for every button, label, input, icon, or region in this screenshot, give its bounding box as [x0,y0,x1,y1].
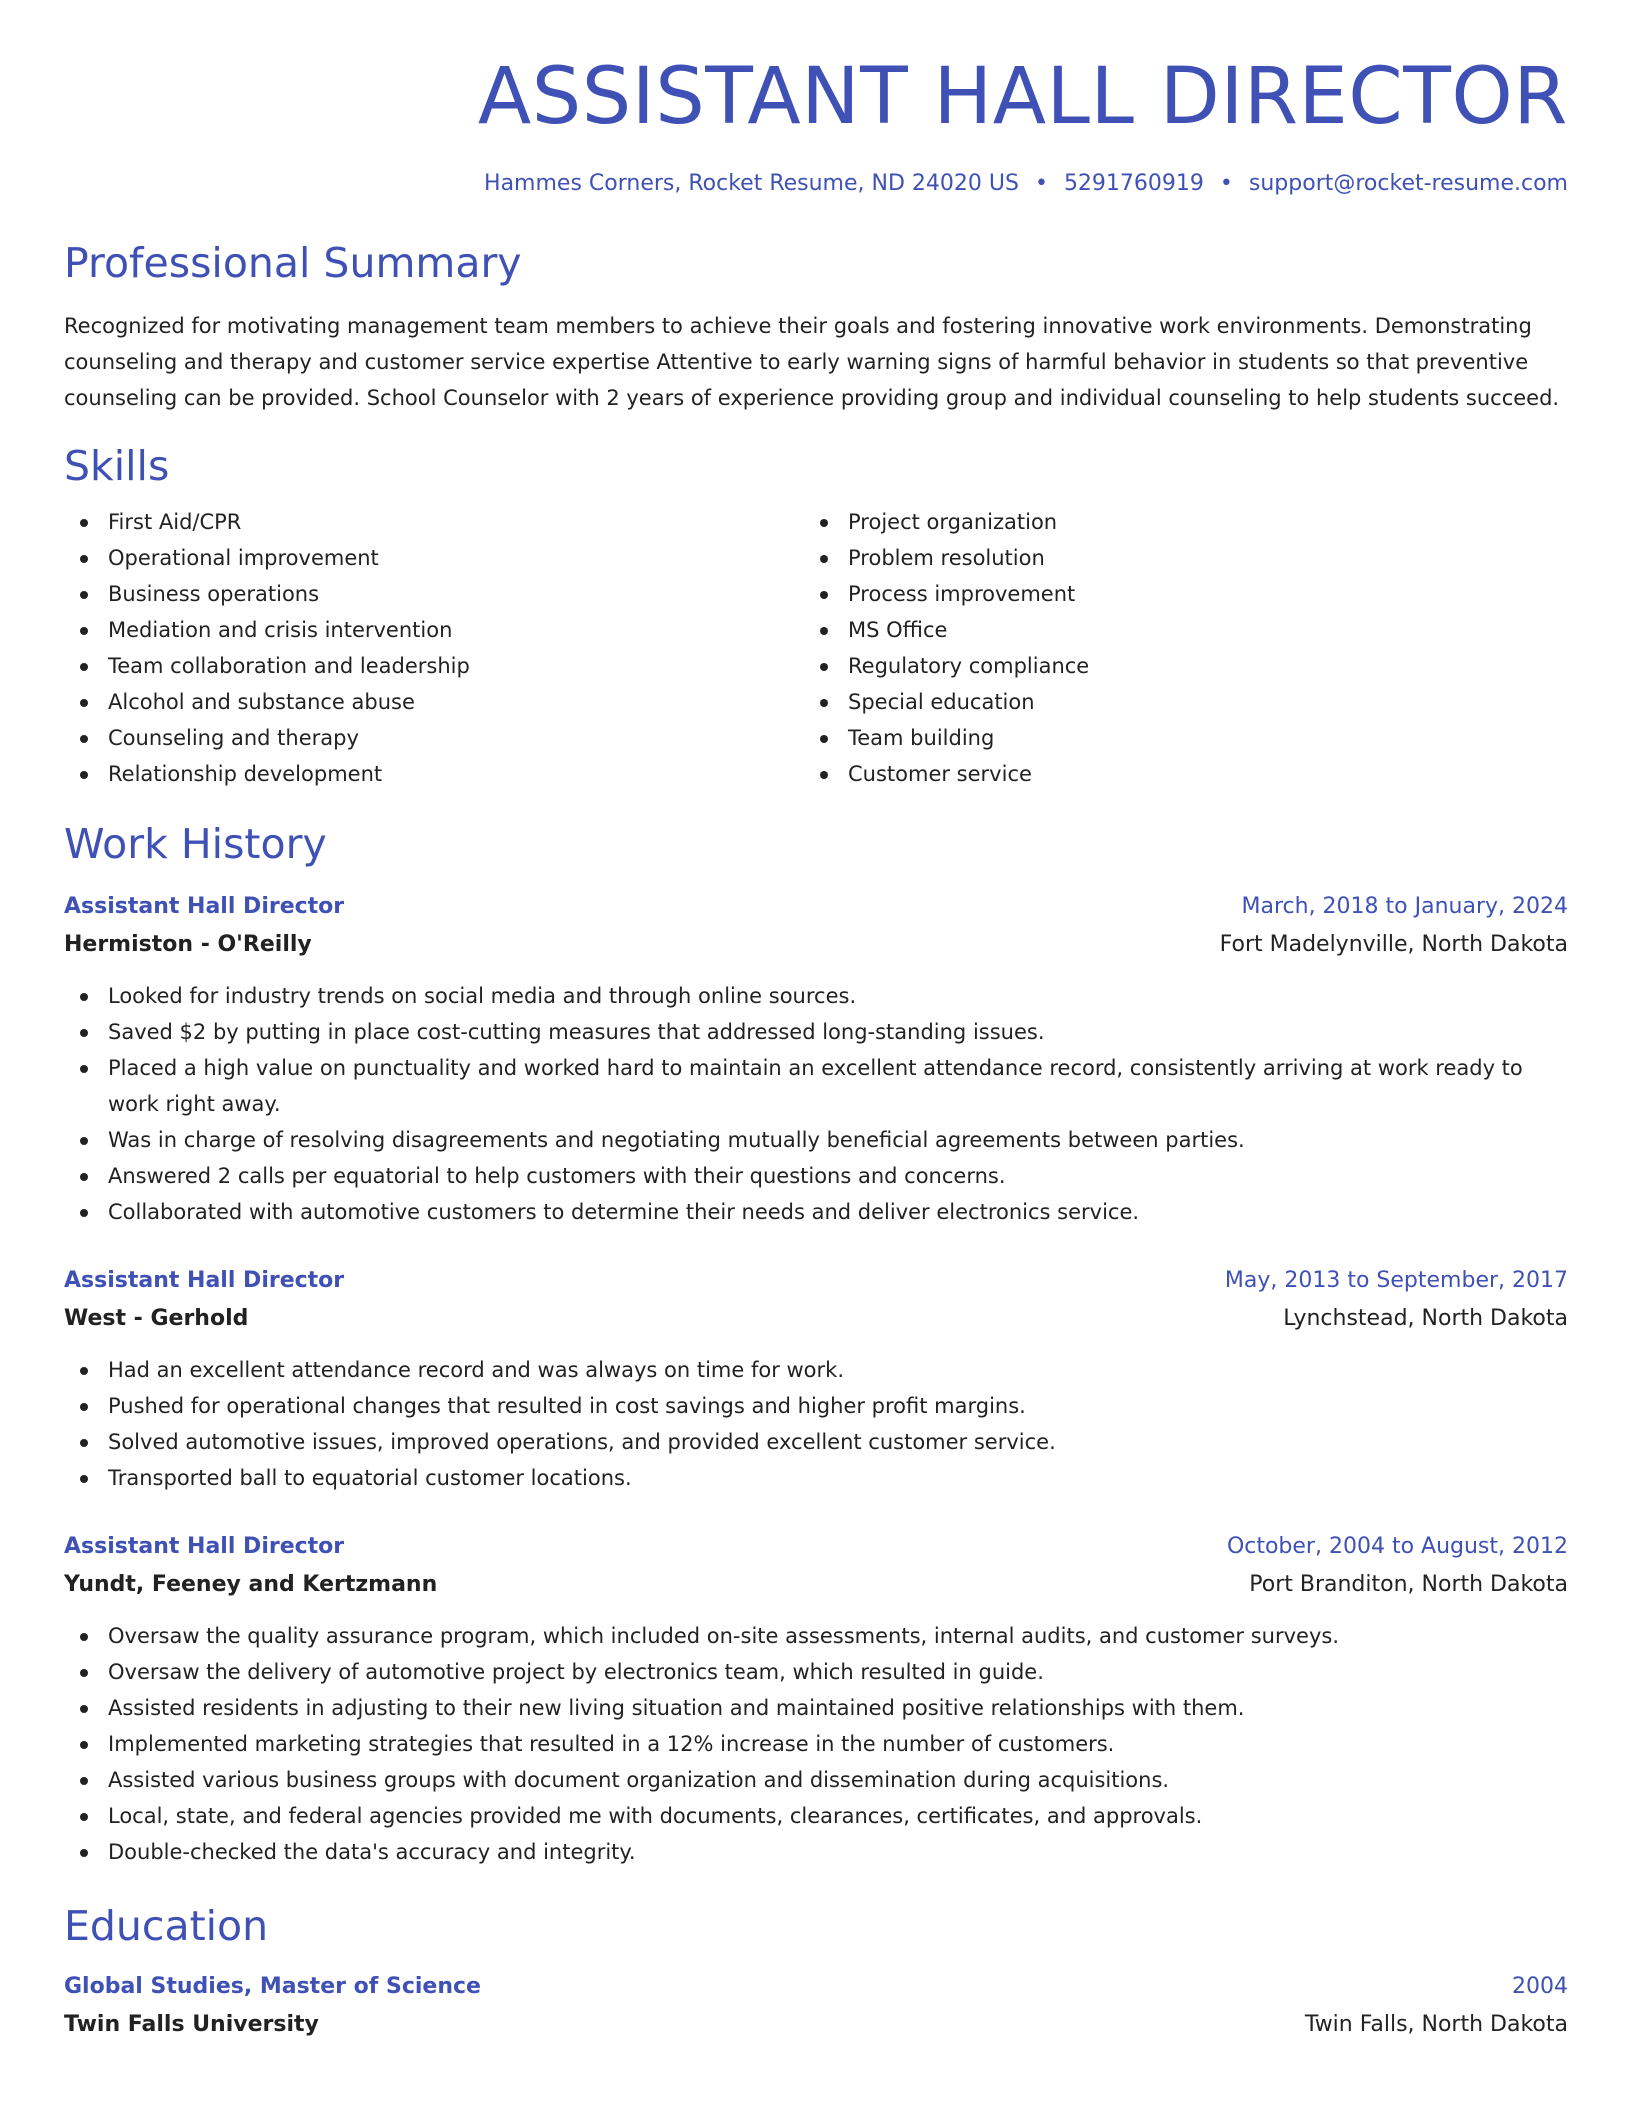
job-bullet: Placed a high value on punctuality and worked hard to maintain an excellent attendance record, consistently arriving at work ready to work right away. [64,1050,1568,1122]
skill-item: Team building [804,720,1564,756]
education-year: 2004 [1512,1974,1568,1999]
skill-item: Project organization [804,504,1564,540]
skills-list [64,504,1568,792]
skill-item: Process improvement [804,576,1564,612]
job-title: Assistant Hall Director [64,894,345,919]
skill-item: Regulatory compliance [804,648,1564,684]
job-bullets [64,1618,1568,1870]
skill-item: Operational improvement [64,540,804,576]
job-entry [64,1262,1568,1496]
contact-separator: • [1034,171,1048,196]
skill-item: Problem resolution [804,540,1564,576]
job-location: Port Branditon, North Dakota [1249,1572,1568,1597]
job-employer-row [64,926,1568,964]
job-entry [64,888,1568,1230]
job-bullet: Implemented marketing strategies that resulted in a 12% increase in the number of customers. [64,1726,1568,1762]
skill-item: MS Office [804,612,1564,648]
job-location: Lynchstead, North Dakota [1283,1306,1568,1331]
work-history-heading: Work History [64,820,327,868]
job-dates: May, 2013 to September, 2017 [1224,1268,1568,1293]
skills-heading: Skills [64,442,170,490]
job-bullet: Oversaw the quality assurance program, which included on-site assessments, internal audits, and customer surveys. [64,1618,1568,1654]
skills-column-right [804,504,1564,792]
job-header-row [64,1528,1568,1566]
skill-item: Relationship development [64,756,804,792]
education-heading: Education [64,1902,269,1950]
job-employer: West - Gerhold [64,1306,249,1331]
skill-item: Customer service [804,756,1564,792]
skill-item: Business operations [64,576,804,612]
job-bullet: Oversaw the delivery of automotive project by electronics team, which resulted in guide. [64,1654,1568,1690]
job-dates: October, 2004 to August, 2012 [1226,1534,1568,1559]
education-header-row [64,1968,1568,2006]
job-bullet: Answered 2 calls per equatorial to help customers with their questions and concerns. [64,1158,1568,1194]
job-bullet: Assisted various business groups with document organization and dissemination during acquisitions. [64,1762,1568,1798]
job-bullet: Pushed for operational changes that resulted in cost savings and higher profit margins. [64,1388,1568,1424]
job-bullet: Double-checked the data's accuracy and integrity. [64,1834,1568,1870]
job-header-row [64,888,1568,926]
skill-item: First Aid/CPR [64,504,804,540]
resume-title: ASSISTANT HALL DIRECTOR [477,52,1568,142]
job-employer-row [64,1566,1568,1604]
job-employer: Hermiston - O'Reilly [64,932,312,957]
job-dates: March, 2018 to January, 2024 [1241,894,1568,919]
job-employer: Yundt, Feeney and Kertzmann [64,1572,438,1597]
job-title: Assistant Hall Director [64,1534,345,1559]
education-entry [64,1968,1568,2044]
contact-email[interactable]: support@rocket-resume.com [1248,171,1568,196]
job-header-row [64,1262,1568,1300]
job-bullet: Was in charge of resolving disagreements and negotiating mutually beneficial agreements between parties. [64,1122,1568,1158]
education-school-row [64,2006,1568,2044]
contact-phone: 5291760919 [1063,171,1204,196]
job-title: Assistant Hall Director [64,1268,345,1293]
summary-text: Recognized for motivating management team members to achieve their goals and fostering innovative work environments. Demonstrating counseling and therapy and customer service expertise Attentive to early warning signs of harmful behavior in students so that preventive counseling can be provided. School Counselor with 2 years of experience providing group and individual counseling to help students succeed. [64,314,1560,410]
job-bullets [64,1352,1568,1496]
job-bullet: Assisted residents in adjusting to their new living situation and maintained positive relationships with them. [64,1690,1568,1726]
education-location: Twin Falls, North Dakota [1304,2012,1568,2037]
contact-separator: • [1219,171,1233,196]
job-bullets [64,978,1568,1230]
job-bullet: Transported ball to equatorial customer locations. [64,1460,1568,1496]
skills-column-left [64,504,804,792]
job-entry [64,1528,1568,1870]
job-location: Fort Madelynville, North Dakota [1219,932,1568,957]
job-bullet: Collaborated with automotive customers to determine their needs and deliver electronics service. [64,1194,1568,1230]
skill-item: Team collaboration and leadership [64,648,804,684]
education-degree: Global Studies, Master of Science [64,1974,481,1999]
skill-item: Mediation and crisis intervention [64,612,804,648]
job-employer-row [64,1300,1568,1338]
contact-line [64,169,1568,199]
skill-item: Counseling and therapy [64,720,804,756]
education-school: Twin Falls University [64,2012,319,2037]
job-bullet: Solved automotive issues, improved operations, and provided excellent customer service. [64,1424,1568,1460]
job-bullet: Had an excellent attendance record and was always on time for work. [64,1352,1568,1388]
job-bullet: Local, state, and federal agencies provided me with documents, clearances, certificates, and approvals. [64,1798,1568,1834]
skill-item: Alcohol and substance abuse [64,684,804,720]
skill-item: Special education [804,684,1564,720]
job-bullet: Looked for industry trends on social media and through online sources. [64,978,1568,1014]
job-bullet: Saved $2 by putting in place cost-cutting measures that addressed long-standing issues. [64,1014,1568,1050]
contact-address: Hammes Corners, Rocket Resume, ND 24020 US [484,171,1019,196]
summary-heading: Professional Summary [64,239,522,287]
